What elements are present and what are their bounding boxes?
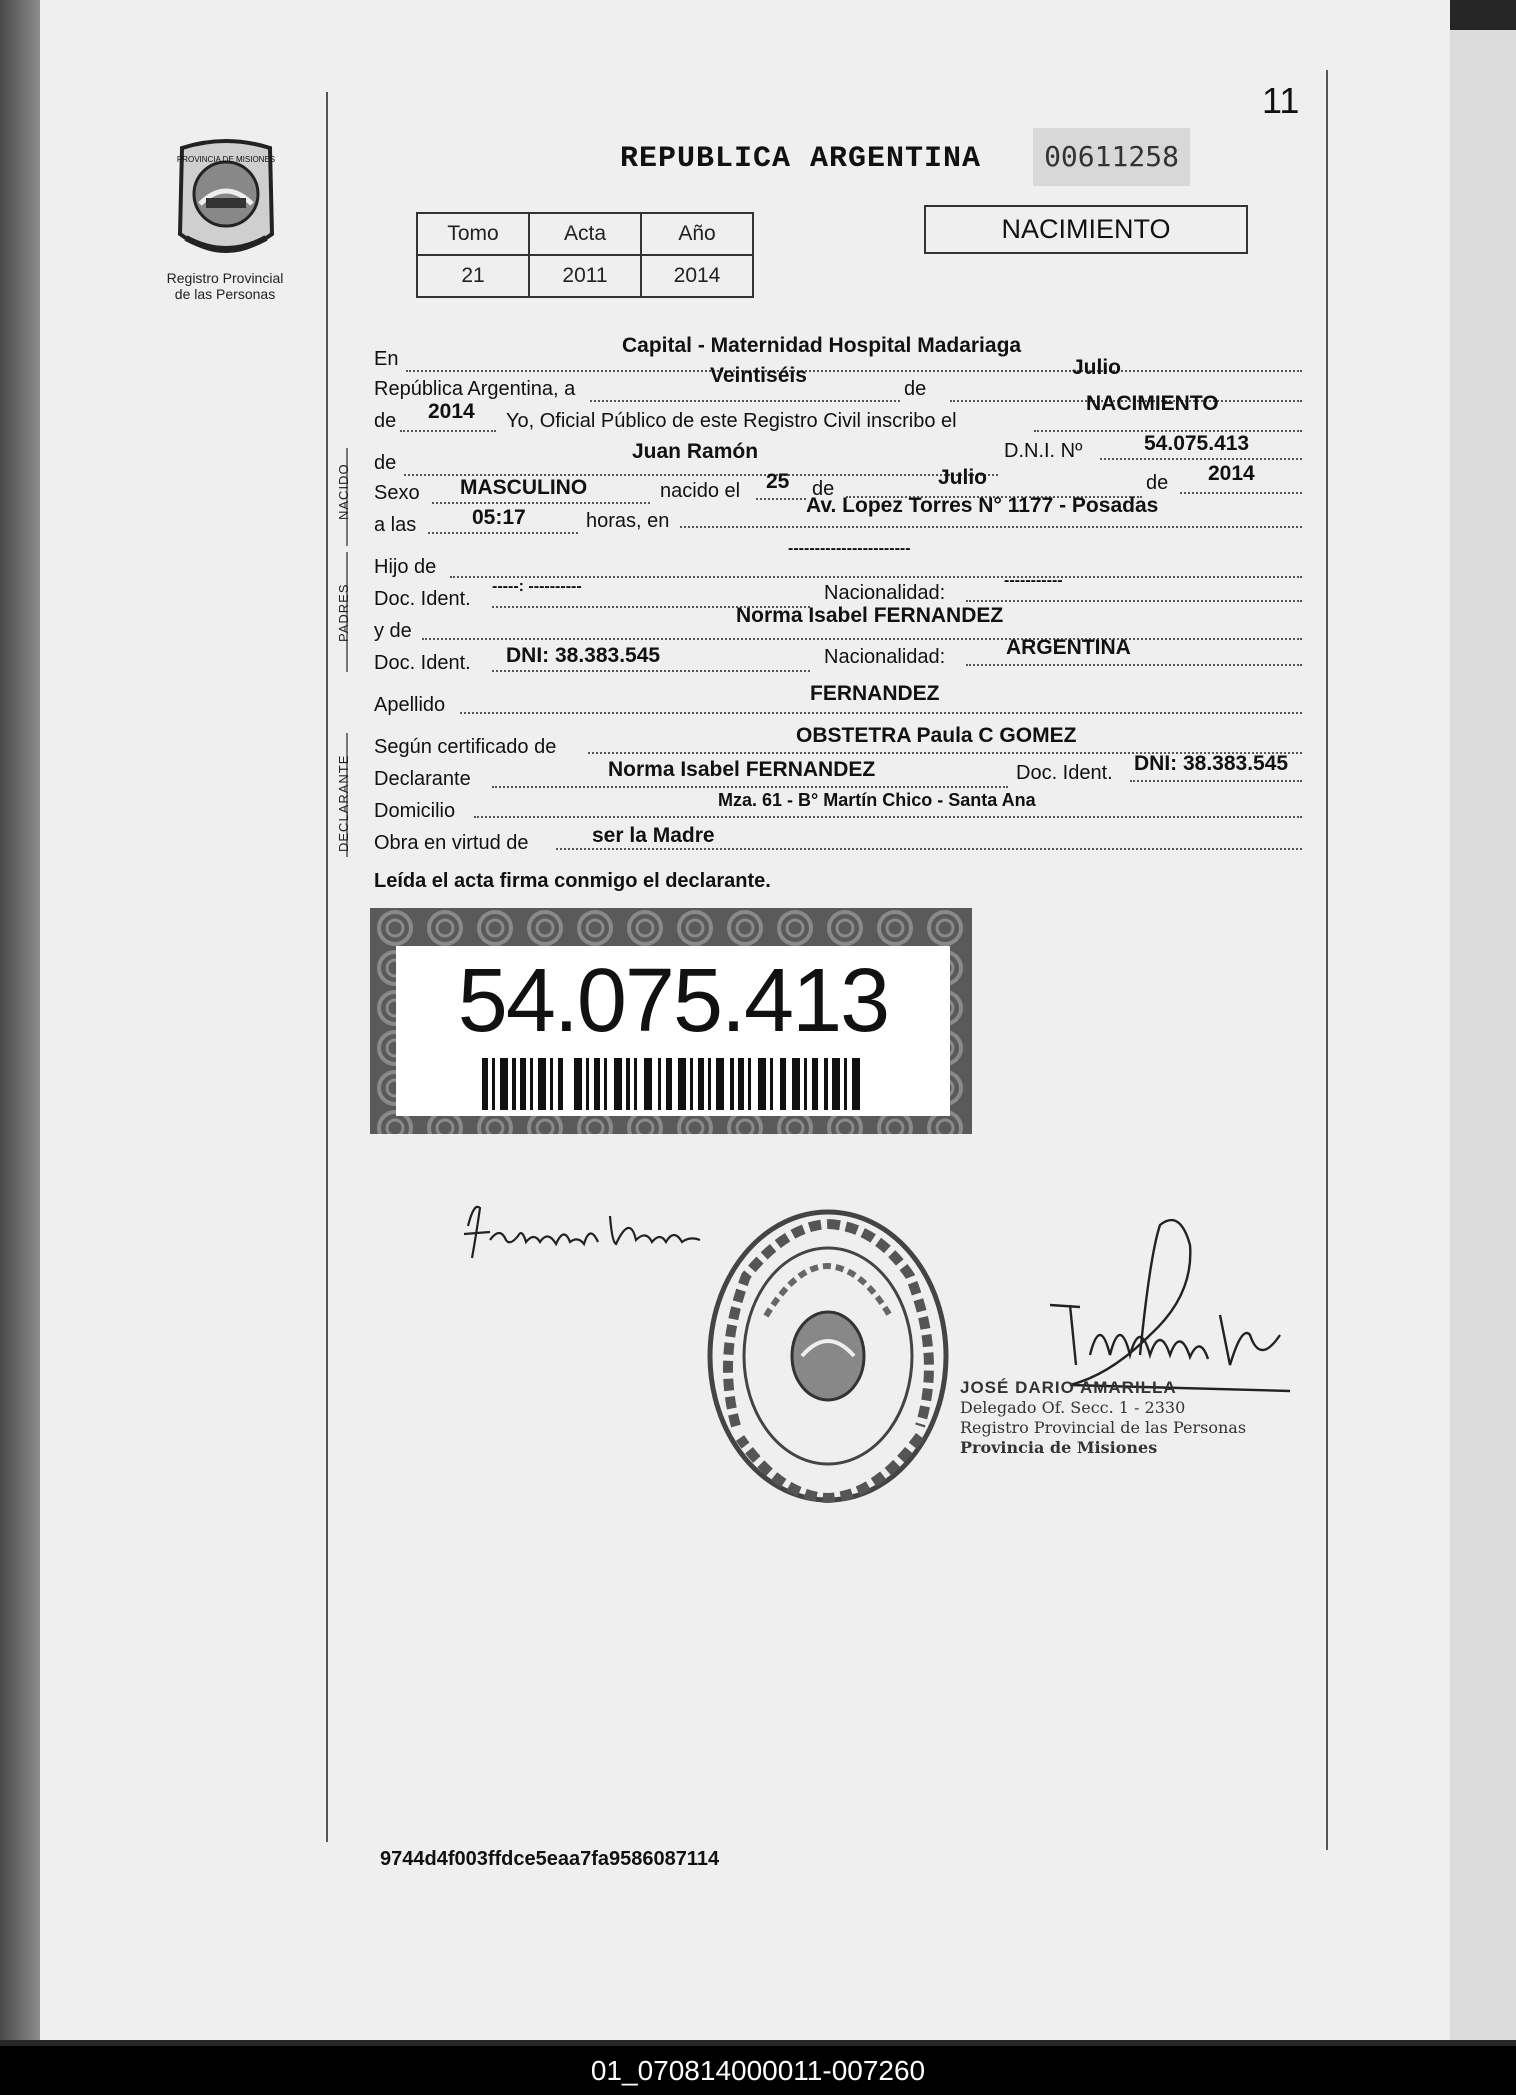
record-table-value-row — [417, 255, 753, 297]
footer-filename: 01_070814000011-007260 — [0, 2046, 1516, 2095]
dotted-line — [474, 816, 1302, 818]
side-label-nacido: NACIDO — [336, 463, 351, 520]
dni-sticker — [370, 908, 972, 1134]
dotted-line — [680, 526, 1302, 528]
page-number: 11 — [1262, 80, 1300, 121]
sticker-label — [396, 946, 950, 1116]
dotted-line — [1180, 492, 1302, 494]
official-office: Registro Provincial de las Personas — [960, 1418, 1247, 1437]
value-place: Capital - Maternidad Hospital Madariaga — [622, 334, 1022, 357]
province-seal-logo — [170, 138, 282, 266]
official-name: JOSÉ DARIO AMARILLA — [960, 1378, 1177, 1397]
dotted-line — [966, 664, 1302, 666]
label-nacionalidad2: Nacionalidad: — [824, 646, 946, 668]
record-table-header-row — [417, 213, 753, 255]
value-birth-year: 2014 — [1208, 462, 1255, 485]
official-stamp — [706, 1206, 950, 1506]
label-sexo: Sexo — [374, 482, 420, 504]
left-margin-line — [326, 92, 328, 1842]
label-nacionalidad1: Nacionalidad: — [824, 582, 946, 604]
record-table-header: Acta — [529, 213, 641, 255]
label-de3: de — [1146, 472, 1169, 494]
dotted-line — [756, 498, 806, 500]
label-de-year: de — [374, 410, 397, 432]
serial-number: 00611258 — [1033, 128, 1190, 186]
value-birth-month: Julio — [938, 466, 988, 489]
value-birth-place: Av. Lopez Torres N° 1177 - Posadas — [806, 494, 1159, 517]
value-birth-time: 05:17 — [472, 506, 526, 529]
value-day-words: Veintiséis — [710, 364, 807, 387]
value-birth-day: 25 — [766, 470, 790, 493]
label-yo-oficial: Yo, Oficial Público de este Registro Civil inscribo el — [506, 410, 957, 432]
logo-text: PROVINCIA DE MISIONES — [176, 155, 276, 164]
label-doc-ident1: Doc. Ident. — [374, 588, 471, 610]
record-table-cell: 2014 — [641, 255, 753, 297]
declarant-signature — [460, 1196, 722, 1266]
dni-sticker-number: 54.075.413 — [457, 951, 889, 1051]
value-mother-nat: ARGENTINA — [1006, 636, 1131, 659]
dotted-line — [406, 370, 1302, 372]
value-certificate: OBSTETRA Paula C GOMEZ — [796, 724, 1077, 747]
value-child-name: Juan Ramón — [632, 440, 759, 463]
value-year: 2014 — [428, 400, 475, 423]
dotted-line — [556, 848, 1302, 850]
dotted-line — [428, 532, 578, 534]
label-doc-ident3: Doc. Ident. — [1016, 762, 1113, 784]
label-en: En — [374, 348, 399, 370]
label-y-de: y de — [374, 620, 412, 642]
registry-label-line2: de las Personas — [174, 286, 276, 302]
label-hijo-de: Hijo de — [374, 556, 437, 578]
value-act-type: NACIMIENTO — [1086, 392, 1219, 415]
dotted-line — [460, 712, 1302, 714]
label-apellido: Apellido — [374, 694, 446, 716]
dotted-line — [492, 786, 1008, 788]
document-type-box: NACIMIENTO — [924, 205, 1248, 254]
right-margin-line — [1326, 70, 1328, 1850]
label-doc-ident2: Doc. Ident. — [374, 652, 471, 674]
official-credentials — [960, 1378, 1246, 1458]
record-table — [416, 212, 754, 298]
value-father-doc: -----: ---------- — [492, 578, 582, 595]
dotted-line — [1100, 458, 1302, 460]
label-declarante: Declarante — [374, 768, 471, 790]
label-de2: de — [812, 478, 835, 500]
background-right-page — [1450, 30, 1516, 2040]
record-table-cell: 2011 — [529, 255, 641, 297]
label-de: de — [904, 378, 927, 400]
dotted-line — [492, 670, 810, 672]
registry-label-line1: Registro Provincial — [166, 270, 284, 286]
closing-statement: Leída el acta firma conmigo el declarante. — [374, 870, 771, 892]
value-mother: Norma Isabel FERNANDEZ — [736, 604, 1004, 627]
label-de-name: de — [374, 452, 397, 474]
value-sex: MASCULINO — [460, 476, 588, 499]
record-table-header: Año — [641, 213, 753, 255]
side-label-padres: PADRES — [336, 583, 351, 642]
value-father-nat: ----------- — [1004, 572, 1063, 589]
registry-label — [150, 270, 300, 302]
document-title: REPUBLICA ARGENTINA — [620, 142, 982, 176]
dotted-line — [1130, 780, 1302, 782]
value-surname: FERNANDEZ — [810, 682, 940, 705]
official-role: Delegado Of. Secc. 1 - 2330 — [960, 1398, 1186, 1417]
label-segun: Según certificado de — [374, 736, 557, 758]
document-hash: 9744d4f003ffdce5eaa7fa9586087114 — [380, 1848, 720, 1870]
value-month: Julio — [1072, 356, 1122, 379]
label-horas-en: horas, en — [586, 510, 670, 532]
dotted-line — [590, 400, 900, 402]
label-a-las: a las — [374, 514, 417, 536]
dotted-line — [432, 502, 650, 504]
value-address: Mza. 61 - B° Martín Chico - Santa Ana — [718, 790, 1036, 810]
value-declarant: Norma Isabel FERNANDEZ — [608, 758, 876, 781]
label-obra: Obra en virtud de — [374, 832, 529, 854]
label-nacido-el: nacido el — [660, 480, 741, 502]
background-left-edge — [0, 0, 40, 2040]
value-father: ----------------------- — [788, 540, 911, 557]
value-mother-doc: DNI: 38.383.545 — [506, 644, 661, 667]
value-declarant-doc: DNI: 38.383.545 — [1134, 752, 1289, 775]
record-table-header: Tomo — [417, 213, 529, 255]
value-by-virtue: ser la Madre — [592, 824, 715, 847]
label-domicilio: Domicilio — [374, 800, 456, 822]
dotted-line — [966, 600, 1302, 602]
label-republica: República Argentina, a — [374, 378, 576, 400]
side-label-declarante: DECLARANTE — [336, 754, 351, 852]
label-dni: D.N.I. Nº — [1004, 440, 1083, 462]
value-child-dni: 54.075.413 — [1144, 432, 1250, 455]
barcode — [482, 1058, 862, 1110]
record-table-cell: 21 — [417, 255, 529, 297]
official-province: Provincia de Misiones — [960, 1438, 1158, 1457]
dotted-line — [400, 430, 496, 432]
dotted-line — [422, 638, 1302, 640]
